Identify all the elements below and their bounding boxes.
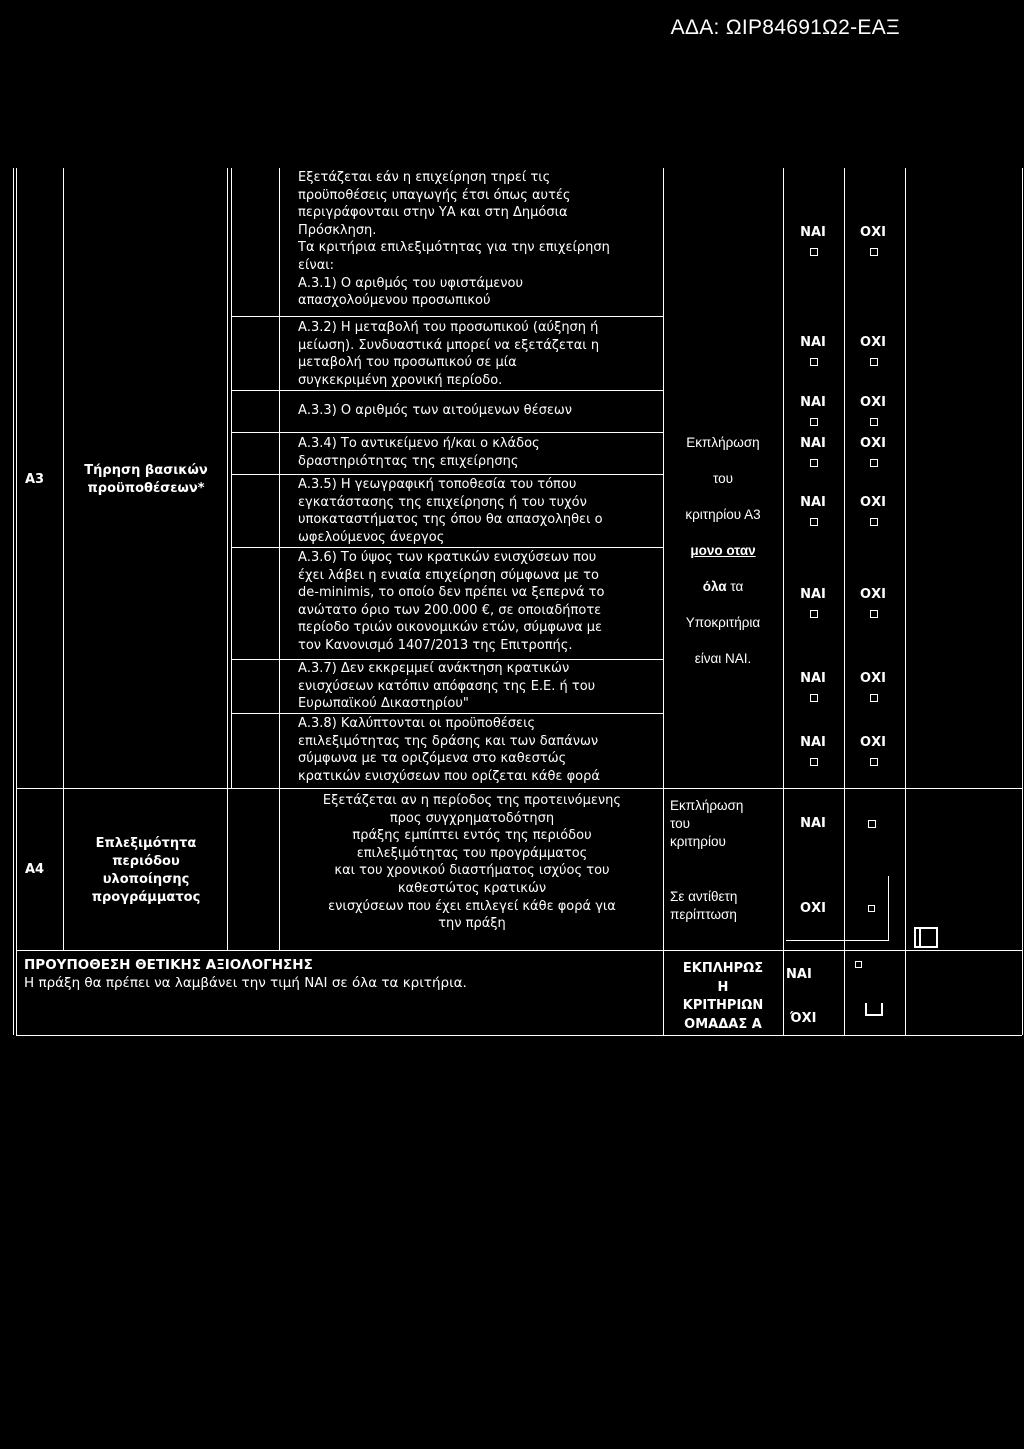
yes-checkbox[interactable] <box>810 610 818 618</box>
no-label: ΟΧΙ <box>860 495 886 510</box>
no-checkbox[interactable] <box>870 694 878 702</box>
yes-label: ΝΑΙ <box>800 816 826 831</box>
a4-category: Επλεξιμότητα περιόδου υλοποίησης προγράμματος <box>91 836 201 905</box>
a3-fulfillment-note: Εκπλήρωση του κριτηρίου Α3 μονο οταν όλα τα Υποκριτήρια είναι ΝΑΙ. <box>685 435 761 666</box>
yes-label: ΝΑΙ <box>800 225 826 240</box>
yes-checkbox[interactable] <box>810 248 818 256</box>
a4-contrary: Σε αντίθετη περίπτωση <box>670 889 738 922</box>
bracket-line <box>888 876 889 941</box>
yes-checkbox[interactable] <box>810 418 818 426</box>
yes-checkbox[interactable] <box>810 694 818 702</box>
no-label: ΟΧΙ <box>800 901 826 916</box>
no-checkbox[interactable] <box>870 358 878 366</box>
yes-checkbox[interactable] <box>810 518 818 526</box>
no-checkbox[interactable] <box>870 518 878 526</box>
a3-criterion-7: Α.3.7) Δεν εκκρεμμεί ανάκτηση κρατικών ενισχύσεων κατόπιν απόφασης της Ε.Ε. ή του Ευρωπαϊκού Δικαστηρίου" <box>298 661 596 712</box>
no-label: ΟΧΙ <box>860 395 886 410</box>
a4-result-checkbox[interactable] <box>914 927 938 948</box>
no-checkbox[interactable] <box>870 418 878 426</box>
group-fulfillment: ΕΚΠΛΗΡΩΣ Η ΚΡΙΤΗΡΙΩΝ ΟΜΑΔΑΣ Α <box>682 961 764 1032</box>
a4-code: Α4 <box>25 862 45 877</box>
no-checkbox[interactable] <box>870 459 878 467</box>
a3-criterion-8: Α.3.8) Καλύπτονται οι προϋποθέσεις επιλεξιμότητας της δράσης και των δαπάνων σύμφωνα με τα οριζόμενα στο καθεστώς κρατικών ενισχύσεων που ορίζεται κάθε φορά <box>298 716 600 784</box>
no-checkbox[interactable] <box>870 610 878 618</box>
yes-checkbox[interactable] <box>810 358 818 366</box>
footer-title: ΠΡΟΥΠΟΘΕΣΗ ΘΕΤΙΚΗΣ ΑΞΙΟΛΟΓΗΣΗΣ <box>24 957 313 973</box>
a3-criterion-4: Α.3.4) Το αντικείμενο ή/και ο κλάδος δραστηριότητας της επιχείρησης <box>298 436 540 469</box>
no-checkbox[interactable] <box>865 1003 883 1016</box>
a3-criterion-2: Α.3.2) Η μεταβολή του προσωπικού (αύξηση ή μείωση). Συνδυαστικά μπορεί να εξετάζεται η μεταβολή του προσωπικού σε μία συγκεκριμένη χρονική περίοδο. <box>298 320 600 388</box>
a4-description: Εξετάζεται αν η περίοδος της προτεινόμενης πρoς συγχρηματοδότηση πράξης εμπίπτει εντός της περιόδου επιλεξιμότητας του προγράμματος και του χρονικού διαστήματος ισχύος του καθεστώτος κρατικών ενισχύσεων που έχει επιλεγεί κάθε φορά για την πράξη <box>322 793 622 932</box>
no-label: ΟΧΙ <box>860 335 886 350</box>
a3-criterion-6: Α.3.6) Το ύψος των κρατικών ενισχύσεων που έχει λάβει η ενιαία επιχείρηση σύμφωνα με το de-minimis, το οποίο δεν πρέπει να ξεπερνά το ανώτατο όριο των 200.000 €, σε οποιαδήποτε περίοδο τριών οικονομικών ετών, σύμφωνα με τον Κανονισμό 1407/2013 της Επιτροπής. <box>298 550 605 653</box>
footer-text: Η πράξη θα πρέπει να λαμβάνει την τιμή ΝΑΙ σε όλα τα κριτήρια. <box>24 975 467 991</box>
ada-code: ΑΔΑ: ΩΙΡ84691Ω2-ΕΑΞ <box>670 16 900 39</box>
yes-label: ΝΑΙ <box>800 436 826 451</box>
no-label: ΟΧΙ <box>860 587 886 602</box>
yes-label: ΝΑΙ <box>800 495 826 510</box>
no-label: ΟΧΙ <box>860 671 886 686</box>
a4-fulfill: Εκπλήρωση του κριτηρίου <box>670 798 744 849</box>
yes-label: ΝΑΙ <box>800 335 826 350</box>
yes-label: ΝΑΙ <box>800 395 826 410</box>
no-checkbox[interactable] <box>868 905 875 912</box>
no-label: ΟΧΙ <box>860 735 886 750</box>
yes-checkbox[interactable] <box>868 820 876 828</box>
yes-label: ΝΑΙ <box>800 671 826 686</box>
a3-criterion-3: Α.3.3) Ο αριθμός των αιτούμενων θέσεων <box>298 403 573 418</box>
yes-checkbox[interactable] <box>855 961 862 968</box>
no-label: ΌΧΙ <box>790 1011 817 1026</box>
a3-code: Α3 <box>25 472 45 487</box>
a3-criterion-5: Α.3.5) Η γεωγραφική τοποθεσία του τόπου εγκατάστασης της επιχείρησης ή του τυχόν υποκαταστήματος της όπου θα απασχοληθει ο ωφελούμενος άνεργος <box>298 477 603 545</box>
a3-category: Τήρηση βασικών προϋποθέσεων* <box>84 463 208 496</box>
bracket-line <box>786 940 888 941</box>
no-checkbox[interactable] <box>870 758 878 766</box>
no-label: ΟΧΙ <box>860 436 886 451</box>
yes-checkbox[interactable] <box>810 459 818 467</box>
yes-checkbox[interactable] <box>810 758 818 766</box>
yes-label: ΝΑΙ <box>800 735 826 750</box>
yes-label: ΝΑΙ <box>800 587 826 602</box>
no-label: ΟΧΙ <box>860 225 886 240</box>
yes-label: ΝΑΙ <box>786 967 812 982</box>
a3-intro: Εξετάζεται εάν η επιχείρηση τηρεί τις προϋποθέσεις υπαγωγής έτσι όπως αυτές περιγράφονταιι στην ΥΑ και στη Δημόσια Πρόσκληση. Τα κριτήρια επιλεξιμότητας για την επιχείρηση είναι: Α.3.1) Ο αριθμός του υφιστάμενου απασχολούμενου προσωπικού <box>298 170 610 309</box>
no-checkbox[interactable] <box>870 248 878 256</box>
